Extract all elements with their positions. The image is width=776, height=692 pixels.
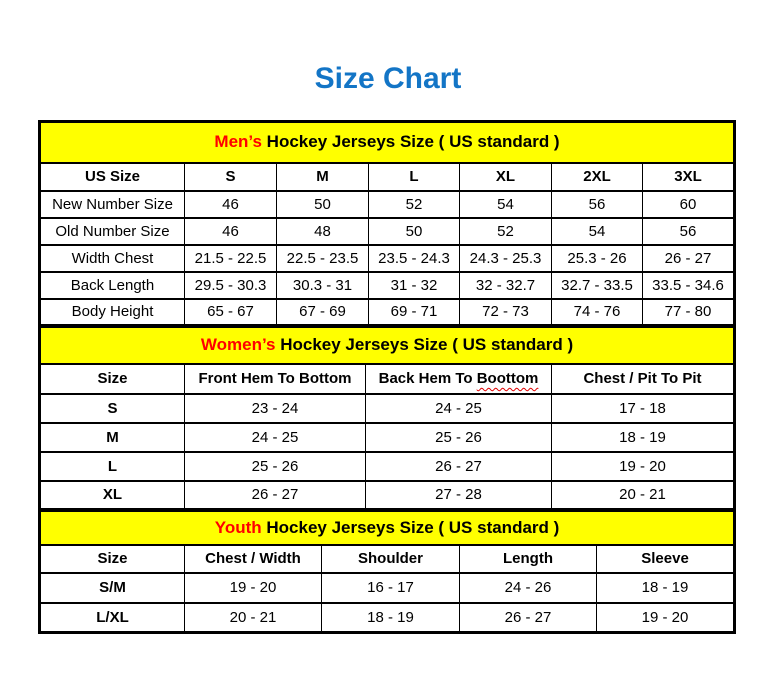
mens-column-header: L <box>369 163 460 191</box>
womens-row-s <box>40 394 735 423</box>
youth-section-title-rest: Hockey Jerseys Size ( US standard ) <box>261 517 560 537</box>
value-cell: 26 - 27 <box>643 245 735 272</box>
value-cell: 30.3 - 31 <box>277 272 369 299</box>
row-label: L <box>40 452 185 481</box>
value-cell: 25.3 - 26 <box>552 245 643 272</box>
value-cell: 19 - 20 <box>597 603 735 633</box>
mens-column-header: XL <box>460 163 552 191</box>
value-cell: 50 <box>369 218 460 245</box>
mens-column-header: M <box>277 163 369 191</box>
value-cell: 26 - 27 <box>185 481 366 510</box>
womens-row-l <box>40 452 735 481</box>
womens-column-header <box>366 364 552 394</box>
value-cell: 72 - 73 <box>460 299 552 326</box>
mens-column-header: S <box>185 163 277 191</box>
size-chart-tables <box>38 120 733 634</box>
value-cell: 24 - 25 <box>366 394 552 423</box>
mens-section-band <box>40 122 735 163</box>
womens-column-header: Size <box>40 364 185 394</box>
youth-column-header: Shoulder <box>322 545 460 573</box>
value-cell: 27 - 28 <box>366 481 552 510</box>
row-label: M <box>40 423 185 452</box>
row-label: S <box>40 394 185 423</box>
value-cell: 65 - 67 <box>185 299 277 326</box>
mens-row-width-chest <box>40 245 735 272</box>
womens-row-xl <box>40 481 735 510</box>
row-label: Back Length <box>40 272 185 299</box>
value-cell: 46 <box>185 218 277 245</box>
youth-column-header: Length <box>460 545 597 573</box>
value-cell: 32 - 32.7 <box>460 272 552 299</box>
value-cell: 74 - 76 <box>552 299 643 326</box>
mens-header-row <box>40 163 735 191</box>
mens-section-title <box>40 122 735 163</box>
value-cell: 54 <box>460 191 552 218</box>
value-cell: 16 - 17 <box>322 573 460 603</box>
row-label: S/M <box>40 573 185 603</box>
youth-row-sm <box>40 573 735 603</box>
womens-column-header-prefix: Back Hem To <box>378 370 477 387</box>
value-cell: 25 - 26 <box>366 423 552 452</box>
row-label: Old Number Size <box>40 218 185 245</box>
womens-size-table <box>38 325 736 511</box>
value-cell: 48 <box>277 218 369 245</box>
youth-section-title <box>40 511 735 545</box>
value-cell: 26 - 27 <box>460 603 597 633</box>
value-cell: 23.5 - 24.3 <box>369 245 460 272</box>
value-cell: 67 - 69 <box>277 299 369 326</box>
mens-row-body-height <box>40 299 735 326</box>
row-label: Width Chest <box>40 245 185 272</box>
youth-column-header: Sleeve <box>597 545 735 573</box>
mens-section-title-rest: Hockey Jerseys Size ( US standard ) <box>261 132 560 152</box>
youth-header-row <box>40 545 735 573</box>
mens-row-back-length <box>40 272 735 299</box>
value-cell: 18 - 19 <box>552 423 735 452</box>
value-cell: 20 - 21 <box>552 481 735 510</box>
page-title: Size Chart <box>314 62 462 95</box>
mens-row-old-number-size <box>40 218 735 245</box>
youth-section-title-highlight: Youth <box>214 517 262 537</box>
value-cell: 29.5 - 30.3 <box>185 272 277 299</box>
youth-section-band <box>40 511 735 545</box>
value-cell: 33.5 - 34.6 <box>643 272 735 299</box>
value-cell: 24 - 25 <box>185 423 366 452</box>
value-cell: 26 - 27 <box>366 452 552 481</box>
womens-section-title <box>40 327 735 364</box>
row-label: XL <box>40 481 185 510</box>
value-cell: 69 - 71 <box>369 299 460 326</box>
value-cell: 52 <box>460 218 552 245</box>
mens-column-header: 2XL <box>552 163 643 191</box>
mens-size-table <box>38 120 736 327</box>
row-label: L/XL <box>40 603 185 633</box>
womens-column-header: Chest / Pit To Pit <box>552 364 735 394</box>
value-cell: 18 - 19 <box>597 573 735 603</box>
value-cell: 31 - 32 <box>369 272 460 299</box>
value-cell: 50 <box>277 191 369 218</box>
mens-column-header: 3XL <box>643 163 735 191</box>
row-label: New Number Size <box>40 191 185 218</box>
row-label: Body Height <box>40 299 185 326</box>
value-cell: 46 <box>185 191 277 218</box>
value-cell: 32.7 - 33.5 <box>552 272 643 299</box>
value-cell: 23 - 24 <box>185 394 366 423</box>
youth-size-table <box>38 509 736 634</box>
misspelled-word-squiggle: Boottom <box>476 370 539 387</box>
value-cell: 60 <box>643 191 735 218</box>
womens-header-row <box>40 364 735 394</box>
value-cell: 18 - 19 <box>322 603 460 633</box>
value-cell: 22.5 - 23.5 <box>277 245 369 272</box>
value-cell: 54 <box>552 218 643 245</box>
womens-column-header: Front Hem To Bottom <box>185 364 366 394</box>
womens-row-m <box>40 423 735 452</box>
value-cell: 24.3 - 25.3 <box>460 245 552 272</box>
mens-section-title-highlight: Men’s <box>214 132 262 152</box>
value-cell: 52 <box>369 191 460 218</box>
value-cell: 56 <box>643 218 735 245</box>
value-cell: 24 - 26 <box>460 573 597 603</box>
womens-section-band <box>40 327 735 364</box>
mens-row-new-number-size <box>40 191 735 218</box>
youth-row-lxl <box>40 603 735 633</box>
youth-column-header: Chest / Width <box>185 545 322 573</box>
value-cell: 19 - 20 <box>185 573 322 603</box>
womens-section-title-rest: Hockey Jerseys Size ( US standard ) <box>275 335 574 355</box>
value-cell: 21.5 - 22.5 <box>185 245 277 272</box>
value-cell: 77 - 80 <box>643 299 735 326</box>
value-cell: 19 - 20 <box>552 452 735 481</box>
youth-column-header: Size <box>40 545 185 573</box>
womens-section-title-highlight: Women’s <box>200 335 276 355</box>
value-cell: 17 - 18 <box>552 394 735 423</box>
value-cell: 56 <box>552 191 643 218</box>
value-cell: 20 - 21 <box>185 603 322 633</box>
mens-column-header: US Size <box>40 163 185 191</box>
value-cell: 25 - 26 <box>185 452 366 481</box>
